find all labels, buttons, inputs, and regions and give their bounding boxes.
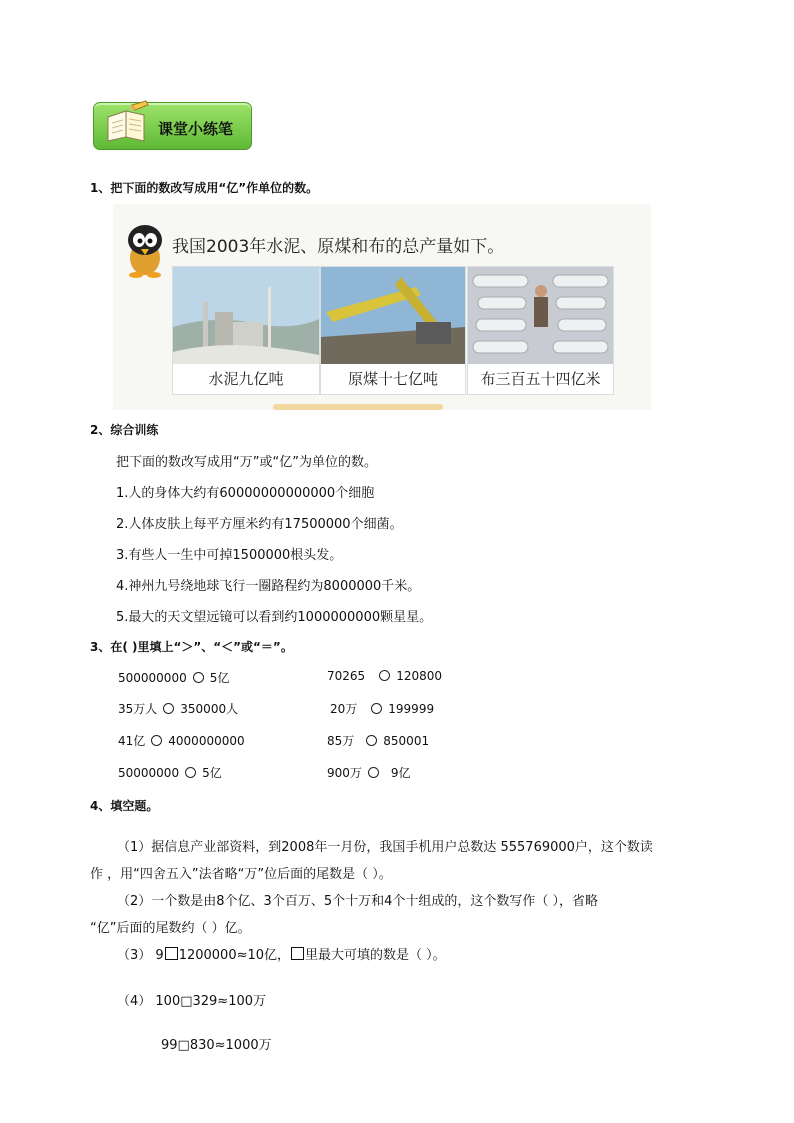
decor-stripe bbox=[273, 404, 443, 410]
comparison-item bbox=[327, 732, 429, 749]
question-3-heading: 3、在( )里填上“＞”、“＜”或“＝”。 bbox=[90, 640, 293, 654]
answer-circle[interactable] bbox=[379, 670, 390, 681]
comparison-right: 120800 bbox=[396, 669, 442, 683]
question-1-heading: 1、把下面的数改写成用“亿”作单位的数。 bbox=[90, 181, 319, 195]
part-3-suffix: 里最大可填的数是（ ）。 bbox=[305, 948, 446, 963]
comparison-left: 500000000 bbox=[118, 671, 187, 685]
comparison-item bbox=[118, 764, 222, 781]
comparison-left: 70265 bbox=[327, 669, 366, 683]
answer-circle[interactable] bbox=[366, 735, 377, 746]
comparison-left: 35万人 bbox=[118, 702, 158, 716]
comparison-right: 9亿 bbox=[390, 766, 411, 780]
answer-circle[interactable] bbox=[371, 703, 382, 714]
comparison-left: 900万 bbox=[327, 766, 362, 780]
part-3-prefix: （3） 9 bbox=[117, 948, 164, 963]
cement-caption: 水泥九亿吨 bbox=[173, 364, 319, 394]
part-3-middle: 1200000≈10亿， bbox=[178, 948, 291, 963]
answer-circle[interactable] bbox=[368, 767, 379, 778]
comparison-right: 5亿 bbox=[209, 671, 230, 685]
question-2-item: 3.有些人一生中可掉1500000根头发。 bbox=[116, 548, 343, 563]
question-2-item: 5.最大的天文望远镜可以看到约1000000000颗星星。 bbox=[116, 610, 433, 625]
cement-photo bbox=[172, 266, 320, 395]
comparison-right: 350000人 bbox=[180, 702, 239, 716]
comparison-item bbox=[118, 669, 229, 686]
answer-circle[interactable] bbox=[193, 672, 204, 683]
blank-square[interactable] bbox=[291, 947, 304, 960]
answer-circle[interactable] bbox=[185, 767, 196, 778]
comparison-right: 850001 bbox=[383, 734, 430, 748]
question-2-item: 4.神州九号绕地球飞行一圈路程约为8000000千米。 bbox=[116, 579, 421, 594]
cloth-caption: 布三百五十四亿米 bbox=[468, 364, 613, 394]
penguin-mascot-icon bbox=[119, 222, 171, 278]
comparison-right: 5亿 bbox=[202, 766, 222, 780]
comparison-item bbox=[330, 700, 434, 717]
question-4-part-4: （4） 100□329≈100万 bbox=[117, 994, 267, 1009]
comparison-right: 4000000000 bbox=[168, 734, 245, 748]
question-4-part-4-cont: 99□830≈1000万 bbox=[161, 1038, 272, 1053]
coal-caption: 原煤十七亿吨 bbox=[321, 364, 465, 394]
question-4-part-2-cont: “亿”后面的尾数约（ ）亿。 bbox=[90, 921, 251, 936]
comparison-item bbox=[118, 732, 245, 749]
comparison-item bbox=[327, 764, 411, 781]
answer-circle[interactable] bbox=[163, 703, 174, 714]
comparison-item bbox=[327, 669, 442, 683]
comparison-left: 20万 bbox=[330, 702, 358, 716]
question-2-heading: 2、综合训练 bbox=[90, 423, 159, 437]
blank-square[interactable] bbox=[165, 947, 178, 960]
answer-circle[interactable] bbox=[151, 735, 162, 746]
comparison-left: 41亿 bbox=[118, 734, 146, 748]
coal-photo bbox=[320, 266, 466, 395]
section-title: 课堂小练笔 bbox=[158, 120, 234, 138]
illustration-speech: 我国2003年水泥、原煤和布的总产量如下。 bbox=[172, 237, 505, 257]
comparison-left: 50000000 bbox=[118, 766, 180, 780]
comparison-right: 199999 bbox=[388, 702, 435, 716]
question-2-item: 1.人的身体大约有60000000000000个细胞 bbox=[116, 486, 375, 501]
comparison-left: 85万 bbox=[327, 734, 355, 748]
question-4-part-1: （1）据信息产业部资料，到2008年一月份，我国手机用户总数达 555769000户，这个数读 bbox=[117, 840, 653, 855]
question-2-intro: 把下面的数改写成用“万”或“亿”为单位的数。 bbox=[116, 455, 377, 470]
cloth-photo bbox=[467, 266, 614, 395]
question-4-part-3 bbox=[117, 944, 446, 963]
notebook-pencil-icon bbox=[102, 99, 152, 145]
question-4-part-2: （2）一个数是由8个亿、3个百万、5个十万和4个十组成的，这个数写作（ ），省略 bbox=[117, 894, 598, 909]
comparison-item bbox=[118, 700, 238, 717]
question-4-part-1-cont: 作 ，用“四舍五入”法省略“万”位后面的尾数是（ ）。 bbox=[90, 867, 392, 882]
question-4-heading: 4、填空题。 bbox=[90, 799, 159, 813]
question-2-item: 2.人体皮肤上每平方厘米约有17500000个细菌。 bbox=[116, 517, 403, 532]
